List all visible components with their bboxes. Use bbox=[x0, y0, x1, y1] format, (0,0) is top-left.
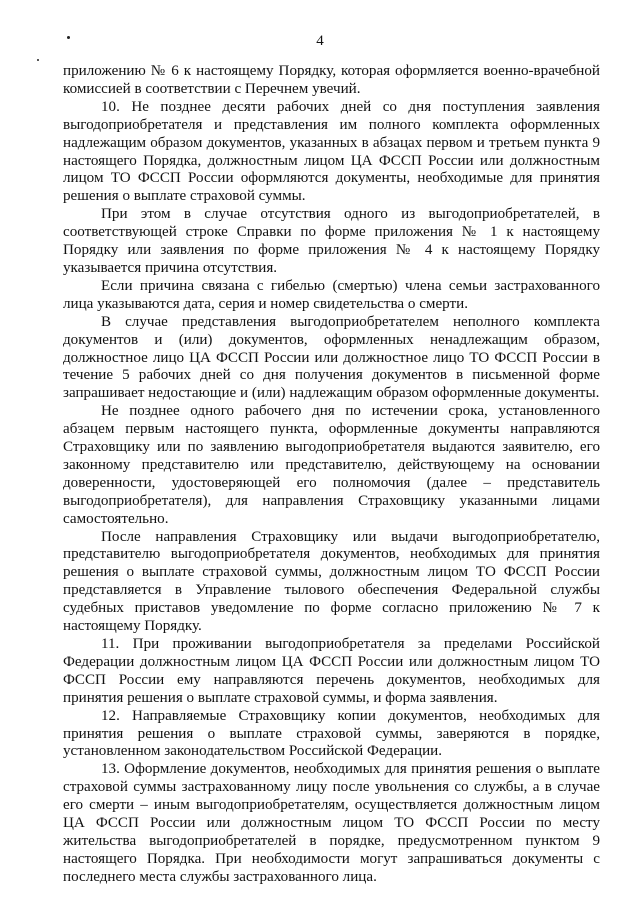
paragraph: При этом в случае отсутствия одного из выгодоприобретателей, в соответствующей строке Справки по форме приложения № 1 к настоящему Порядку или заявления по форме приложения № 4 к настоящему Порядку указывается причина отсутствия. bbox=[63, 206, 600, 276]
paragraph: В случае представления выгодоприобретателем неполного комплекта документов и (или) документов, оформленных ненадлежащим образом, должностное лицо ЦА ФССП России или должностное лицо ТО ФССП России в течение 5 рабочих дней со дня получения документов в письменной форме запрашивает недостающие и (или) надлежащим образом оформленные документы. bbox=[63, 313, 600, 402]
paragraph-item-13: 13. Оформление документов, необходимых для принятия решения о выплате страховой суммы застрахованному лицу после увольнения со службы, а в случае его смерти – иным выгодоприобретателям, осуществляется должностным лицом ЦА ФССП России или должностным лицом ТО ФССП России по месту жительства выгодоприобретателей в порядке, предусмотренном пунктом 9 настоящего Порядка. При необходимости могут запрашиваться документы с последнего места службы застрахованного лица. bbox=[63, 761, 600, 885]
paragraph-item-10: 10. Не позднее десяти рабочих дней со дня поступления заявления выгодоприобретателя и представления им полного комплекта оформленных надлежащим образом документов, указанных в абзацах первом и третьем пункта 9 настоящего Порядка, должностным лицом ЦА ФССП России или должностным лицом ТО ФССП России оформляются документы, необходимые для принятия решения о выплате страховой суммы. bbox=[63, 98, 600, 205]
page-number: 4 bbox=[316, 33, 324, 49]
scan-speck bbox=[37, 59, 39, 61]
paragraph: Если причина связана с гибелью (смертью) члена семьи застрахованного лица указываются дата, серия и номер свидетельства о смерти. bbox=[63, 277, 600, 312]
paragraph-item-11: 11. При проживании выгодоприобретателя за пределами Российской Федерации должностным лицом ЦА ФССП России или должностным лицом ТО ФССП России ему направляются перечень документов, необходимых для принятия решения о выплате страховой суммы, и форма заявления. bbox=[63, 636, 600, 706]
paragraph-continuation: приложению № 6 к настоящему Порядку, которая оформляется военно-врачебной комиссией в соответствии с Перечнем увечий. bbox=[63, 63, 600, 97]
paragraph: Не позднее одного рабочего дня по истечении срока, установленного абзацем первым настоящего пункта, оформленные документы направляются Страховщику или по заявлению выгодоприобретателя выдаются заявителю, его законному представителю или представителю, действующему на основании доверенности, удостоверяющей его полномочия (далее – представитель выгодоприобретателя), для направления Страховщику указанными лицами самостоятельно. bbox=[63, 403, 600, 527]
paragraph-item-12: 12. Направляемые Страховщику копии документов, необходимых для принятия решения о выплате страховой суммы, заверяются в порядке, установленном законодательством Российской Федерации. bbox=[63, 707, 600, 760]
body-text bbox=[63, 63, 600, 887]
paragraph: После направления Страховщику или выдачи выгодоприобретателю, представителю выгодоприобретателя документов, необходимых для принятия решения о выплате страховой суммы, должностным лицом ТО ФССП России представляется в Управление тылового обеспечения Федеральной службы судебных приставов уведомление по форме согласно приложению № 7 к настоящему Порядку. bbox=[63, 528, 600, 635]
